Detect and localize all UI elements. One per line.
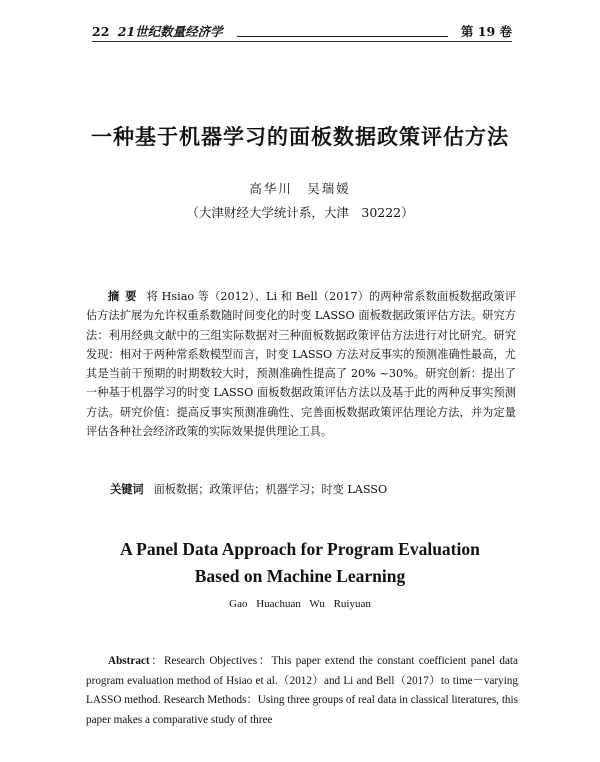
abstract-text-cn: 将 Hsiao 等（2012）、Li 和 Bell（2017）的两种常系数面板数据政策评估方法扩展为允许权重系数随时间变化的时变 LASSO 面板数据政策评估方法。研究方法：利用经典文献中的三组实际数据对三种面板数据政策评估方法进行对比研究。研究发现：相对于两种常系数模型而言，时变 LASSO 方法对反事实的预测准确性最高，尤其是当前干预期的时期数较大时，预测准确性提高了 20% ~30%。研究创新：提出了一种基于机器学习的时变 LASSO 面板数据政策评估方法以及基于此的两种反事实预测方法。研究价值：提高反事实预测准确性、完善面板数据政策评估理论方法，并为定量评估各种社会经济政策的实际效果提供理论工具。 xyxy=(86,290,516,439)
chinese-abstract xyxy=(86,287,516,441)
running-header xyxy=(92,22,512,42)
english-title-line1: A Panel Data Approach for Program Evaluation xyxy=(120,539,480,559)
english-title-line2: Based on Machine Learning xyxy=(194,566,406,586)
english-abstract xyxy=(86,652,518,730)
english-title xyxy=(0,536,600,590)
chinese-title: 一种基于机器学习的面板数据政策评估方法 xyxy=(91,124,509,149)
abstract-text-en: ：Research Objectives：This paper extend the constant coefficient panel data program evaluation method of Hsiao et al.（2012）and Li and Bell（2017）to time－varying LASSO method. Research Methods：Using three groups of real data in classical literatures, this paper makes a comparative study of three xyxy=(86,655,518,726)
header-rule-bottom xyxy=(92,41,512,42)
english-authors: Gao Huachuan Wu Ruiyuan xyxy=(229,598,371,610)
volume-label: 第 19 卷 xyxy=(460,24,512,39)
header-rule xyxy=(237,36,448,37)
running-header-left xyxy=(92,22,223,40)
keywords-text-cn: 面板数据；政策评估；机器学习；时变 LASSO xyxy=(153,483,388,496)
abstract-label-cn: 摘要 xyxy=(108,289,143,303)
chinese-affiliation: （大津财经大学统计系，大津 30222） xyxy=(186,205,414,220)
chinese-authors: 高华川 吴瑞媛 xyxy=(249,181,351,196)
journal-name: 21世纪数量经济学 xyxy=(117,24,223,39)
chinese-keywords xyxy=(110,481,387,497)
abstract-label-en: Abstract xyxy=(108,655,150,667)
page-number: 22 xyxy=(92,24,110,39)
keywords-label-cn: 关键词 xyxy=(110,482,144,496)
